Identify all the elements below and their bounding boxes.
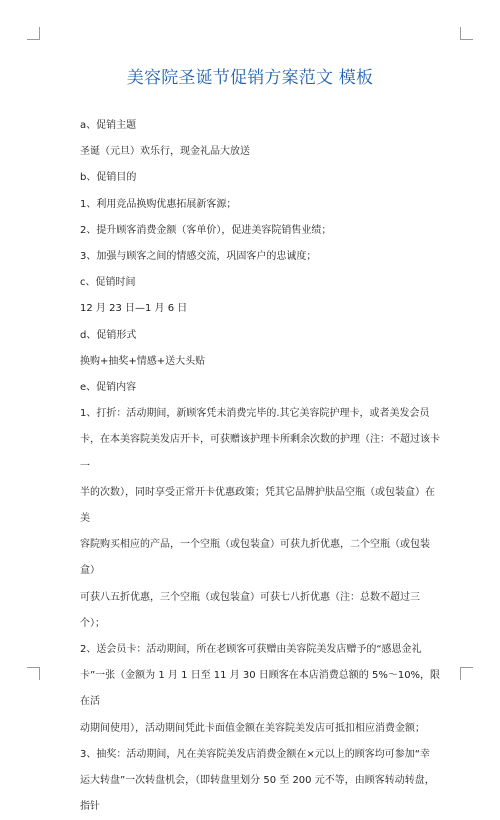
crop-mark-top-left bbox=[27, 27, 40, 40]
paragraph-line: 12 月 23 日—1 月 6 日 bbox=[80, 303, 188, 315]
paragraph-line: 卡”一张（金额为 1 月 1 日至 11 月 30 日顾客在本店消费总额的 5%～10%，限在活 bbox=[80, 670, 441, 708]
document-body bbox=[80, 113, 444, 820]
section-heading: c、促销时间 bbox=[80, 277, 136, 289]
paragraph-line: 圣诞（元旦）欢乐行，现金礼品大放送 bbox=[80, 146, 250, 158]
paragraph-line: 3、加强与顾客之间的情感交流，巩固客户的忠诚度； bbox=[80, 251, 317, 263]
paragraph-line: 3、抽奖：活动期间，凡在美容院美发店消费金额在×元以上的顾客均可参加“幸 bbox=[80, 748, 430, 760]
paragraph-line: 1、利用竞品换购优惠拓展新客源； bbox=[80, 198, 237, 210]
paragraph-line: 2、提升顾客消费金额（客单价），促进美容院销售业绩； bbox=[80, 224, 332, 236]
paragraph-line: 2、送会员卡：活动期间，所在老顾客可获赠由美容院美发店赠予的“感恩金礼 bbox=[80, 644, 422, 656]
paragraph-line: 1、打折：活动期间，新顾客凭未消费完毕的.其它美容院护理卡，或者美发会员 bbox=[80, 408, 430, 420]
paragraph-line: 卡，在本美容院美发店开卡，可获赠该护理卡所剩余次数的护理（注：不超过该卡一 bbox=[80, 434, 440, 472]
document-title: 美容院圣诞节促销方案范文 模板 bbox=[126, 68, 374, 88]
section-heading: e、促销内容 bbox=[80, 382, 137, 394]
crop-mark-bottom-right bbox=[460, 667, 473, 680]
section-heading: b、促销目的 bbox=[80, 172, 137, 184]
paragraph-line: 容院购买相应的产品，一个空瓶（或包装盒）可获九折优惠，二个空瓶（或包装盒） bbox=[80, 539, 430, 577]
section-heading: a、促销主题 bbox=[80, 120, 137, 131]
paragraph-line: 动期间使用），活动期间凭此卡面值金额在美容院美发店可抵扣相应消费金额； bbox=[80, 722, 425, 734]
crop-mark-top-right bbox=[460, 27, 473, 40]
paragraph-line: 运大转盘”一次转盘机会，（即转盘里划分 50 至 200 元不等，由顾客转动转盘，指针 bbox=[80, 775, 435, 813]
paragraph-line: 换购+抽奖+情感+送大头贴 bbox=[80, 355, 206, 367]
section-heading: d、促销形式 bbox=[80, 329, 137, 341]
paragraph-line: 半的次数），同时享受正常开卡优惠政策；凭其它品牌护肤品空瓶（或包装盒）在美 bbox=[80, 486, 435, 525]
paragraph-line: 可获八五折优惠，三个空瓶（或包装盒）可获七八折优惠（注：总数不超过三个）； bbox=[80, 591, 420, 629]
crop-mark-bottom-left bbox=[27, 667, 40, 680]
